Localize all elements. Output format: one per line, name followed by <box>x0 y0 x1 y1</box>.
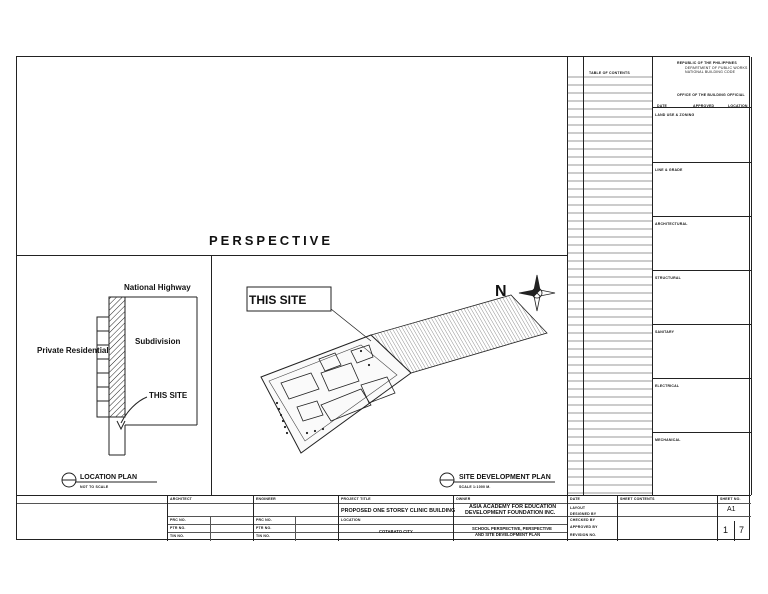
panel-line-1 <box>652 162 751 163</box>
titleblock-row-3 <box>167 524 567 525</box>
panel-col-date: DATE <box>657 104 668 108</box>
tb-col-1 <box>167 495 168 541</box>
subdivision-label: Subdivision <box>135 337 181 346</box>
panel-line-4 <box>652 324 751 325</box>
panel-col-location: LOCATION <box>728 104 748 108</box>
sheet-page: 1 <box>723 525 729 535</box>
site-plan-scale: SCALE 1:1000 M. <box>459 485 491 489</box>
panel-section-mechanical: MECHANICAL <box>655 438 681 442</box>
tb-col-5 <box>567 495 568 541</box>
national-highway-label: National Highway <box>124 283 191 292</box>
panel-header-2: DEPARTMENT OF PUBLIC WORKS <box>685 66 748 70</box>
tb-ptr-label-1: PTR NO. <box>170 526 186 530</box>
panel-line-0 <box>652 107 751 108</box>
panel-line-2 <box>652 216 751 217</box>
site-plan-title: SITE DEVELOPMENT PLAN <box>459 474 551 481</box>
titleblock-label-row <box>17 503 751 504</box>
tb-col-4 <box>453 495 454 541</box>
panel-section-linegrade: LINE & GRADE <box>655 168 683 172</box>
tb-layout-label: LAYOUT <box>570 506 586 510</box>
tb-col-1b <box>210 516 211 541</box>
panel-section-architectural: ARCHITECTURAL <box>655 222 688 226</box>
owner-line-2: DEVELOPMENT FOUNDATION INC. <box>465 510 556 516</box>
tb-design-label: DESIGNED BY <box>570 512 597 516</box>
panel-section-landuse: LAND USE & ZONING <box>655 113 695 117</box>
private-residential-label: Private Residential <box>37 346 109 355</box>
tb-engineer-label: ENGINEER <box>256 497 276 501</box>
titleblock-row-2 <box>167 516 751 517</box>
tb-owner-label: OWNER <box>456 497 471 501</box>
panel-right-line <box>751 57 752 495</box>
panel-line-6 <box>652 432 751 433</box>
tb-col-3 <box>338 495 339 541</box>
tb-prc-label-2: PRC NO. <box>256 518 272 522</box>
location-value: COTABATO CITY <box>379 529 413 534</box>
tb-date-label: DATE <box>570 497 581 501</box>
tb-contents-label: SHEET CONTENTS <box>620 497 655 501</box>
panel-col-approved: APPROVED <box>693 104 715 108</box>
location-plan-title: LOCATION PLAN <box>80 474 138 481</box>
tb-ptr-label-2: PTR NO. <box>256 526 272 530</box>
tb-checked-label: CHECKED BY <box>570 518 596 522</box>
panel-header-3: NATIONAL BUILDING CODE <box>685 70 736 74</box>
tb-revision-label: REVISION NO. <box>570 533 597 537</box>
owner-line-1: ASIA ACADEMY FOR EDUCATION <box>469 504 557 510</box>
contents-line-1: SCHOOL PERSPECTIVE, PERSPECTIVE <box>472 526 552 531</box>
tb-tin-label-2: TIN NO. <box>256 534 271 538</box>
tb-col-7 <box>717 495 718 541</box>
drawing-sheet <box>16 56 750 540</box>
panel-section-electrical: ELECTRICAL <box>655 384 680 388</box>
panel-header-1: REPUBLIC OF THE PHILIPPINES <box>677 61 737 65</box>
panel-line-3 <box>652 270 751 271</box>
tb-sheetno-label: SHEET NO. <box>720 497 741 501</box>
location-plan-scale: NOT TO SCALE <box>80 485 109 489</box>
site-plan-drawing <box>211 255 567 495</box>
panel-line-5 <box>652 378 751 379</box>
panel-section-structural: STRUCTURAL <box>655 276 681 280</box>
tb-architect-label: ARCHITECT <box>170 497 193 501</box>
toc-rows <box>567 57 652 495</box>
panel-section-sanitary: SANITARY <box>655 330 675 334</box>
site-this-site-label: THIS SITE <box>249 293 307 307</box>
toc-right-line <box>652 57 653 495</box>
tb-prc-label-1: PRC NO. <box>170 518 186 522</box>
tb-col-8 <box>734 521 735 541</box>
panel-office: OFFICE OF THE BUILDING OFFICIAL <box>677 93 745 97</box>
contents-line-2: AND SITE DEVELOPMENT PLAN <box>475 532 541 537</box>
tb-col-2b <box>295 516 296 541</box>
tb-tin-label-1: TIN NO. <box>170 534 185 538</box>
sheet-total: 7 <box>739 525 745 535</box>
titleblock-top <box>17 495 751 496</box>
tb-project-label: PROJECT TITLE <box>341 497 371 501</box>
sheet-code: A1 <box>727 506 736 513</box>
this-site-label: THIS SITE <box>149 391 188 400</box>
project-title: PROPOSED ONE STOREY CLINIC BUILDING <box>341 508 456 514</box>
tb-col-6 <box>617 495 618 541</box>
perspective-title: PERSPECTIVE <box>209 233 334 248</box>
north-label: N <box>495 283 507 300</box>
tb-location-label: LOCATION <box>341 518 361 522</box>
tb-approved-label: APPROVED BY <box>570 525 598 529</box>
toc-title: TABLE OF CONTENTS <box>589 71 630 75</box>
tb-col-2 <box>253 495 254 541</box>
